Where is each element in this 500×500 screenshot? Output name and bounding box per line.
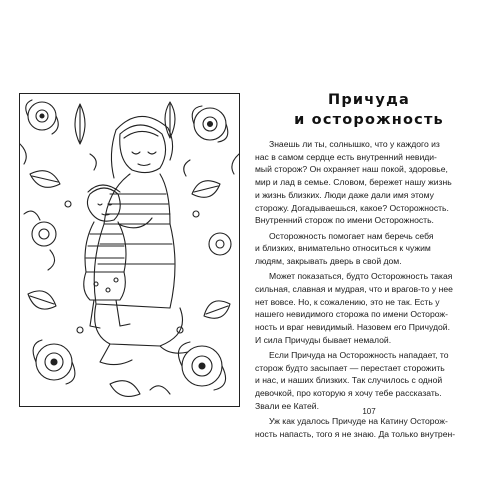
text-line: ность и враг невидимый. Назовем его Причудой.	[255, 322, 450, 333]
mother-figure	[94, 116, 188, 364]
paragraph	[255, 138, 483, 227]
paragraph	[255, 415, 483, 440]
paragraph	[255, 270, 483, 346]
story-body	[255, 138, 483, 443]
text-line: девочкой, про которую я хочу тебе рассказать.	[255, 388, 442, 399]
mother-daughter-illustration	[20, 94, 239, 406]
chapter-title-line-1: Причуда	[328, 92, 410, 108]
text-line: Внутренний сторож по имени Осторожность.	[255, 215, 434, 226]
text-line: нет вовсе. Но, к сожалению, это не так. Есть у	[255, 296, 440, 307]
text-line: Может показаться, будто Осторожность такая	[269, 271, 453, 282]
text-line: мир и лад в семье. Словом, бережет нашу жизнь	[255, 177, 452, 188]
text-line: и жизнь близких. Люди даже дали имя этому	[255, 189, 434, 200]
text-line: мый сторож? Он охраняет наш покой, здоровье,	[255, 164, 448, 175]
text-line: людям, закрывать дверь в свой дом.	[255, 255, 402, 266]
paragraph	[255, 230, 483, 268]
text-line: и нас, и наших близких. Так случилось с одной	[255, 375, 443, 386]
text-line: и близких, внимательно относиться к чужим	[255, 243, 431, 254]
chapter-title-line-2: и осторожность	[294, 112, 444, 128]
illustration-frame	[19, 93, 240, 407]
text-line: Уж как удалось Причуде на Катину Осторож-	[269, 416, 448, 427]
chapter-title	[255, 90, 483, 130]
text-line: сторожу. Догадываешься, какое? Осторожность.	[255, 202, 449, 213]
text-line: И сила Причуды бывает немалой.	[255, 334, 392, 345]
page-number: 107	[362, 407, 376, 416]
text-line: Знаешь ли ты, солнышко, что у каждого из	[269, 139, 440, 149]
text-line: сильная, славная и мудрая, что и врагов-то у нее	[255, 283, 453, 294]
text-line: Если Причуда на Осторожность нападает, то	[269, 350, 449, 361]
text-line: ность напасть, того я не знаю. Да только внутрен-	[255, 428, 456, 439]
text-line: нашего невидимого сторожа по имени Осторож-	[255, 309, 449, 320]
text-line: сторож будто засыпает — перестает сторожить	[255, 362, 445, 373]
text-line: нас в самом сердце есть внутренний невиди-	[255, 151, 437, 162]
text-page	[255, 90, 483, 439]
text-line: Осторожность помогает нам беречь себя	[269, 230, 434, 241]
paragraph	[255, 349, 483, 413]
floral-background	[20, 100, 239, 396]
text-line: Звали ее Катей.	[255, 400, 319, 411]
